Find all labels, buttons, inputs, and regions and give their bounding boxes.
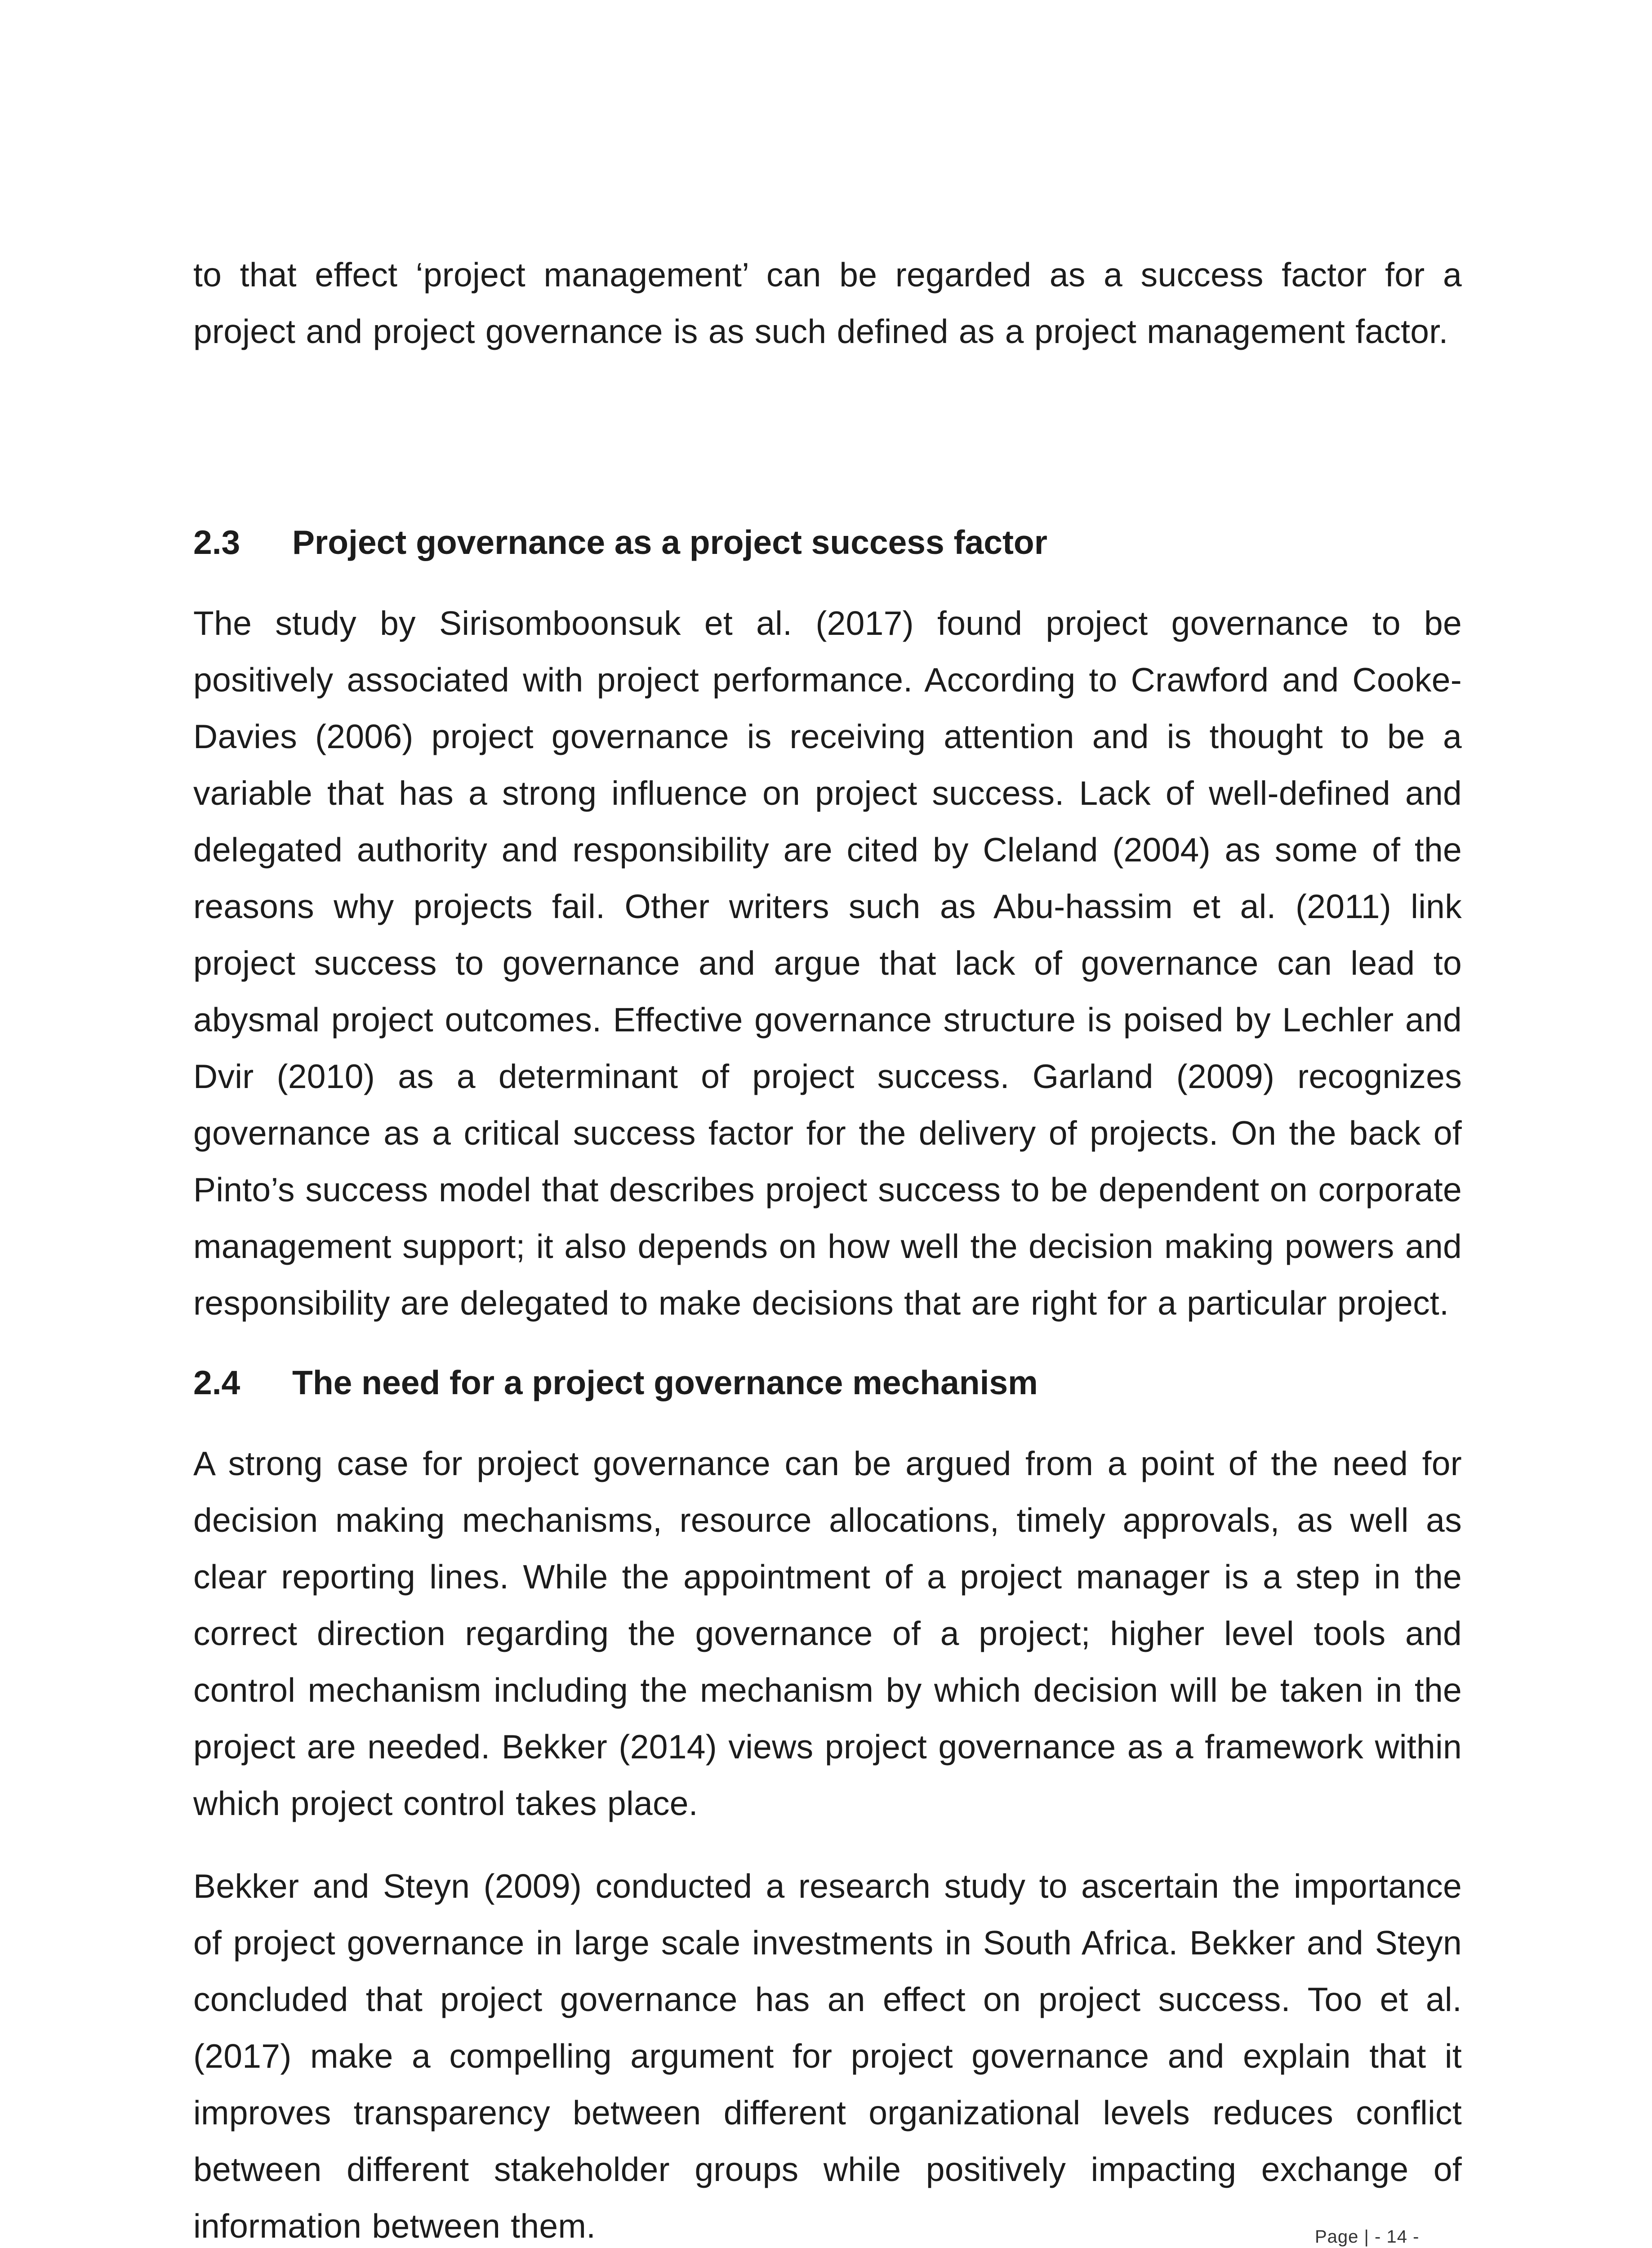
intro-paragraph: to that effect ‘project management’ can be regarded as a success factor for a project and project governance is as such defined as a project management factor. [193, 256, 1462, 350]
section-2-3-paragraph: The study by Sirisomboonsuk et al. (2017) found project governance to be positively associated with project performance. According to Crawford and Cooke-Davies (2006) project governance is receiving attention and is thought to be a variable that has a strong influence on project success. Lack of well-defined and delegated authority and responsibility are cited by Cleland (2004) as some of the reasons why projects fail. Other writers such as Abu-hassim et al. (2011) link project success to governance and argue that lack of governance can lead to abysmal project outcomes. Effective governance structure is poised by Lechler and Dvir (2010) as a determinant of project success. Garland (2009) recognizes governance as a critical success factor for the delivery of projects. On the back of Pinto’s success model that describes project success to be dependent on corporate management support; it also depends on how well the decision making powers and responsibility are delegated to make decisions that are right for a particular project. [193, 604, 1462, 1322]
section-heading-2-3 [193, 520, 1462, 565]
section-title: The need for a project governance mechanism [292, 1364, 1038, 1401]
section-heading-2-4 [193, 1360, 1462, 1405]
section-2-4-paragraph-1: A strong case for project governance can be argued from a point of the need for decision making mechanisms, resource allocations, timely approvals, as well as clear reporting lines. While the appointment of a project manager is a step in the correct direction regarding the governance of a project; higher level tools and control mechanism including the mechanism by which decision will be taken in the project are needed. Bekker (2014) views project governance as a framework within which project control takes place. [193, 1445, 1462, 1822]
page-number-footer: Page | - 14 - [1315, 2227, 1420, 2247]
section-number: 2.4 [193, 1364, 240, 1401]
section-number: 2.3 [193, 523, 240, 561]
section-2-4-paragraph-2: Bekker and Steyn (2009) conducted a research study to ascertain the importance of project governance in large scale investments in South Africa. Bekker and Steyn concluded that project governance has an effect on project success. Too et al. (2017) make a compelling argument for project governance and explain that it improves transparency between different organizational levels reduces conflict between different stakeholder groups while positively impacting exchange of information between them. [193, 1867, 1462, 2245]
page-content [193, 246, 1462, 2248]
section-title: Project governance as a project success factor [292, 523, 1047, 561]
